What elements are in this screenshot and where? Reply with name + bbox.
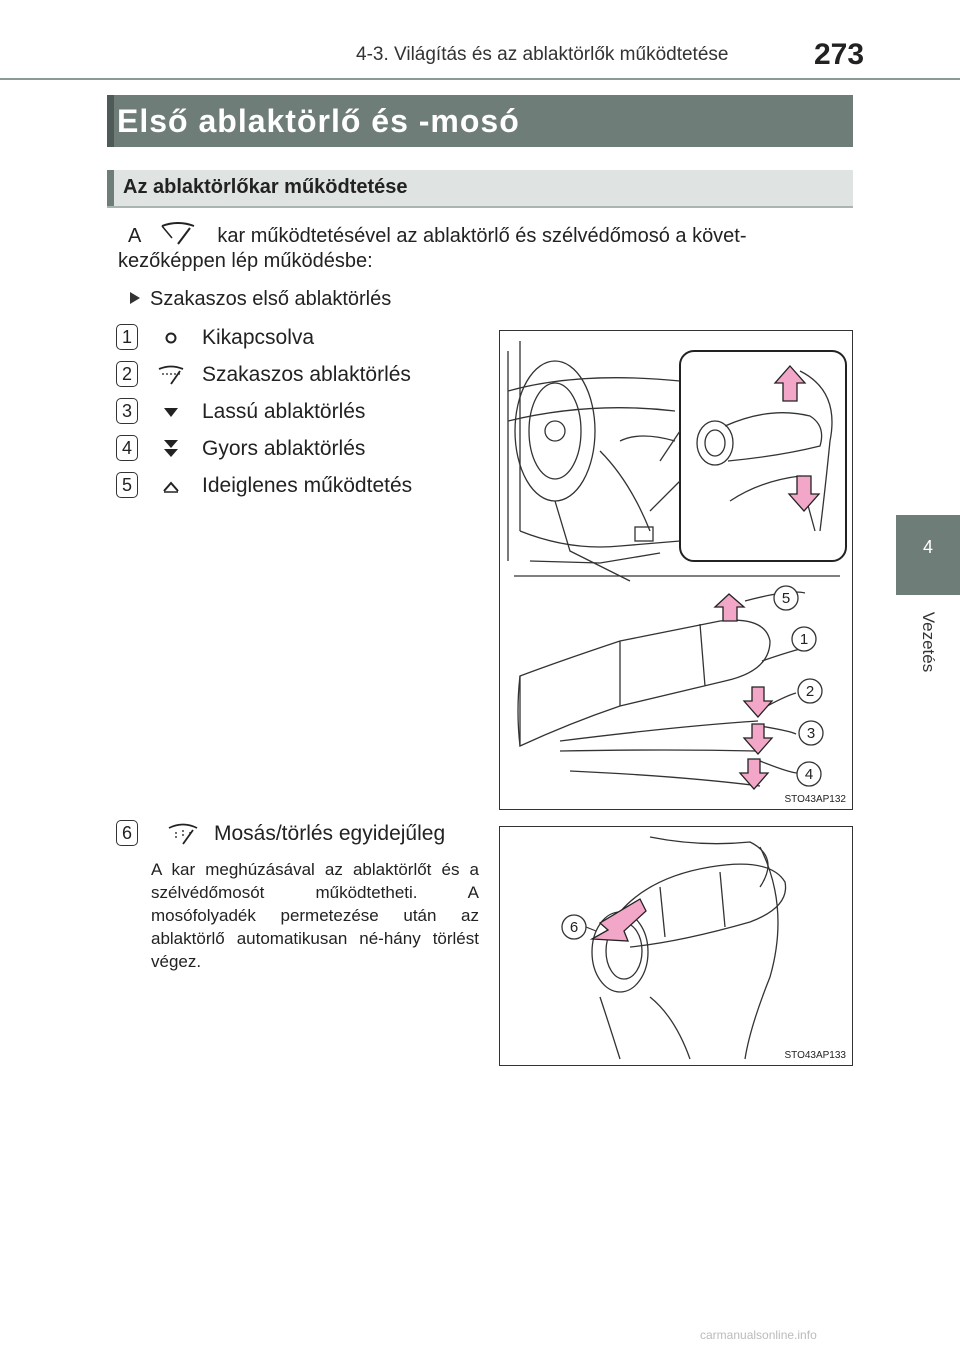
header-section-title: 4-3. Világítás és az ablaktörlők működtetése: [356, 44, 729, 65]
off-circle-icon: [156, 326, 186, 350]
item-text-1: Kikapcsolva: [202, 326, 315, 349]
figure-wiper-lever-positions: [499, 330, 853, 810]
item-text-6: Mosás/törlés egyidejűleg: [214, 822, 446, 845]
figure-2-code: STO43AP133: [784, 1050, 846, 1061]
chapter-number: 4: [922, 537, 933, 557]
single-arrow-down-icon: [156, 400, 186, 424]
item-number-5: 5: [116, 472, 138, 498]
figure-callout-3: 3: [806, 725, 816, 742]
item-text-5: Ideiglenes működtetés: [202, 474, 413, 497]
item-number-6: 6: [116, 820, 138, 846]
figure-1-code: STO43AP132: [784, 794, 846, 805]
figure-callout-2: 2: [805, 683, 815, 700]
bullet-triangle-icon: [130, 292, 140, 304]
footer-watermark: carmanualsonline.info: [700, 1328, 817, 1342]
intro-line-1: [128, 222, 852, 248]
item-6-description: A kar meghúzásával az ablaktörlőt és a szélvédőmosót működtetheti. A mosófolyadék permetezése után az ablaktörlő automatikusan né-hány törlést végez.: [151, 860, 479, 971]
intro-part-1: A: [128, 225, 141, 247]
figure-2-illustration: [500, 827, 852, 1065]
item-number-4: 4: [116, 435, 138, 461]
item-number-3: 3: [116, 398, 138, 424]
double-arrow-down-icon: [156, 437, 186, 461]
figure-washer-operation: [499, 826, 853, 1066]
header-rule: [0, 78, 960, 80]
subsection-title-bar: [107, 170, 853, 208]
item-text-2: Szakaszos ablaktörlés: [202, 363, 411, 386]
figure-callout-5: 5: [781, 590, 791, 607]
wiper-icon: [158, 222, 198, 246]
chevron-up-icon: [156, 474, 186, 498]
bullet-text: Szakaszos első ablaktörlés: [150, 288, 392, 310]
chapter-label: [896, 600, 960, 690]
intermittent-wiper-icon: [156, 363, 186, 387]
item-number-1: 1: [116, 324, 138, 350]
section-title-bar: [107, 95, 853, 147]
item-text-3: Lassú ablaktörlés: [202, 400, 366, 423]
item-text-4: Gyors ablaktörlés: [202, 437, 366, 460]
intro-part-2: kar működtetésével az ablaktörlő és szélvédőmosó a követ-: [217, 225, 747, 247]
section-title: Első ablaktörlő és -mosó: [117, 103, 520, 139]
page-number: 273: [814, 38, 865, 71]
bullet-item: [130, 288, 391, 311]
chapter-label-text: Vezetés: [919, 611, 938, 673]
figure-1-illustration: [500, 331, 852, 809]
figure-callout-4: 4: [804, 766, 814, 783]
figure-callout-1: 1: [799, 631, 809, 648]
figure-callout-6: 6: [569, 919, 579, 936]
intro-line-2: kezőképpen lép működésbe:: [118, 250, 373, 272]
washer-icon: [166, 818, 200, 846]
item-number-2: 2: [116, 361, 138, 387]
subsection-title: Az ablaktörlőkar működtetése: [123, 176, 408, 198]
chapter-tab: [896, 515, 960, 595]
